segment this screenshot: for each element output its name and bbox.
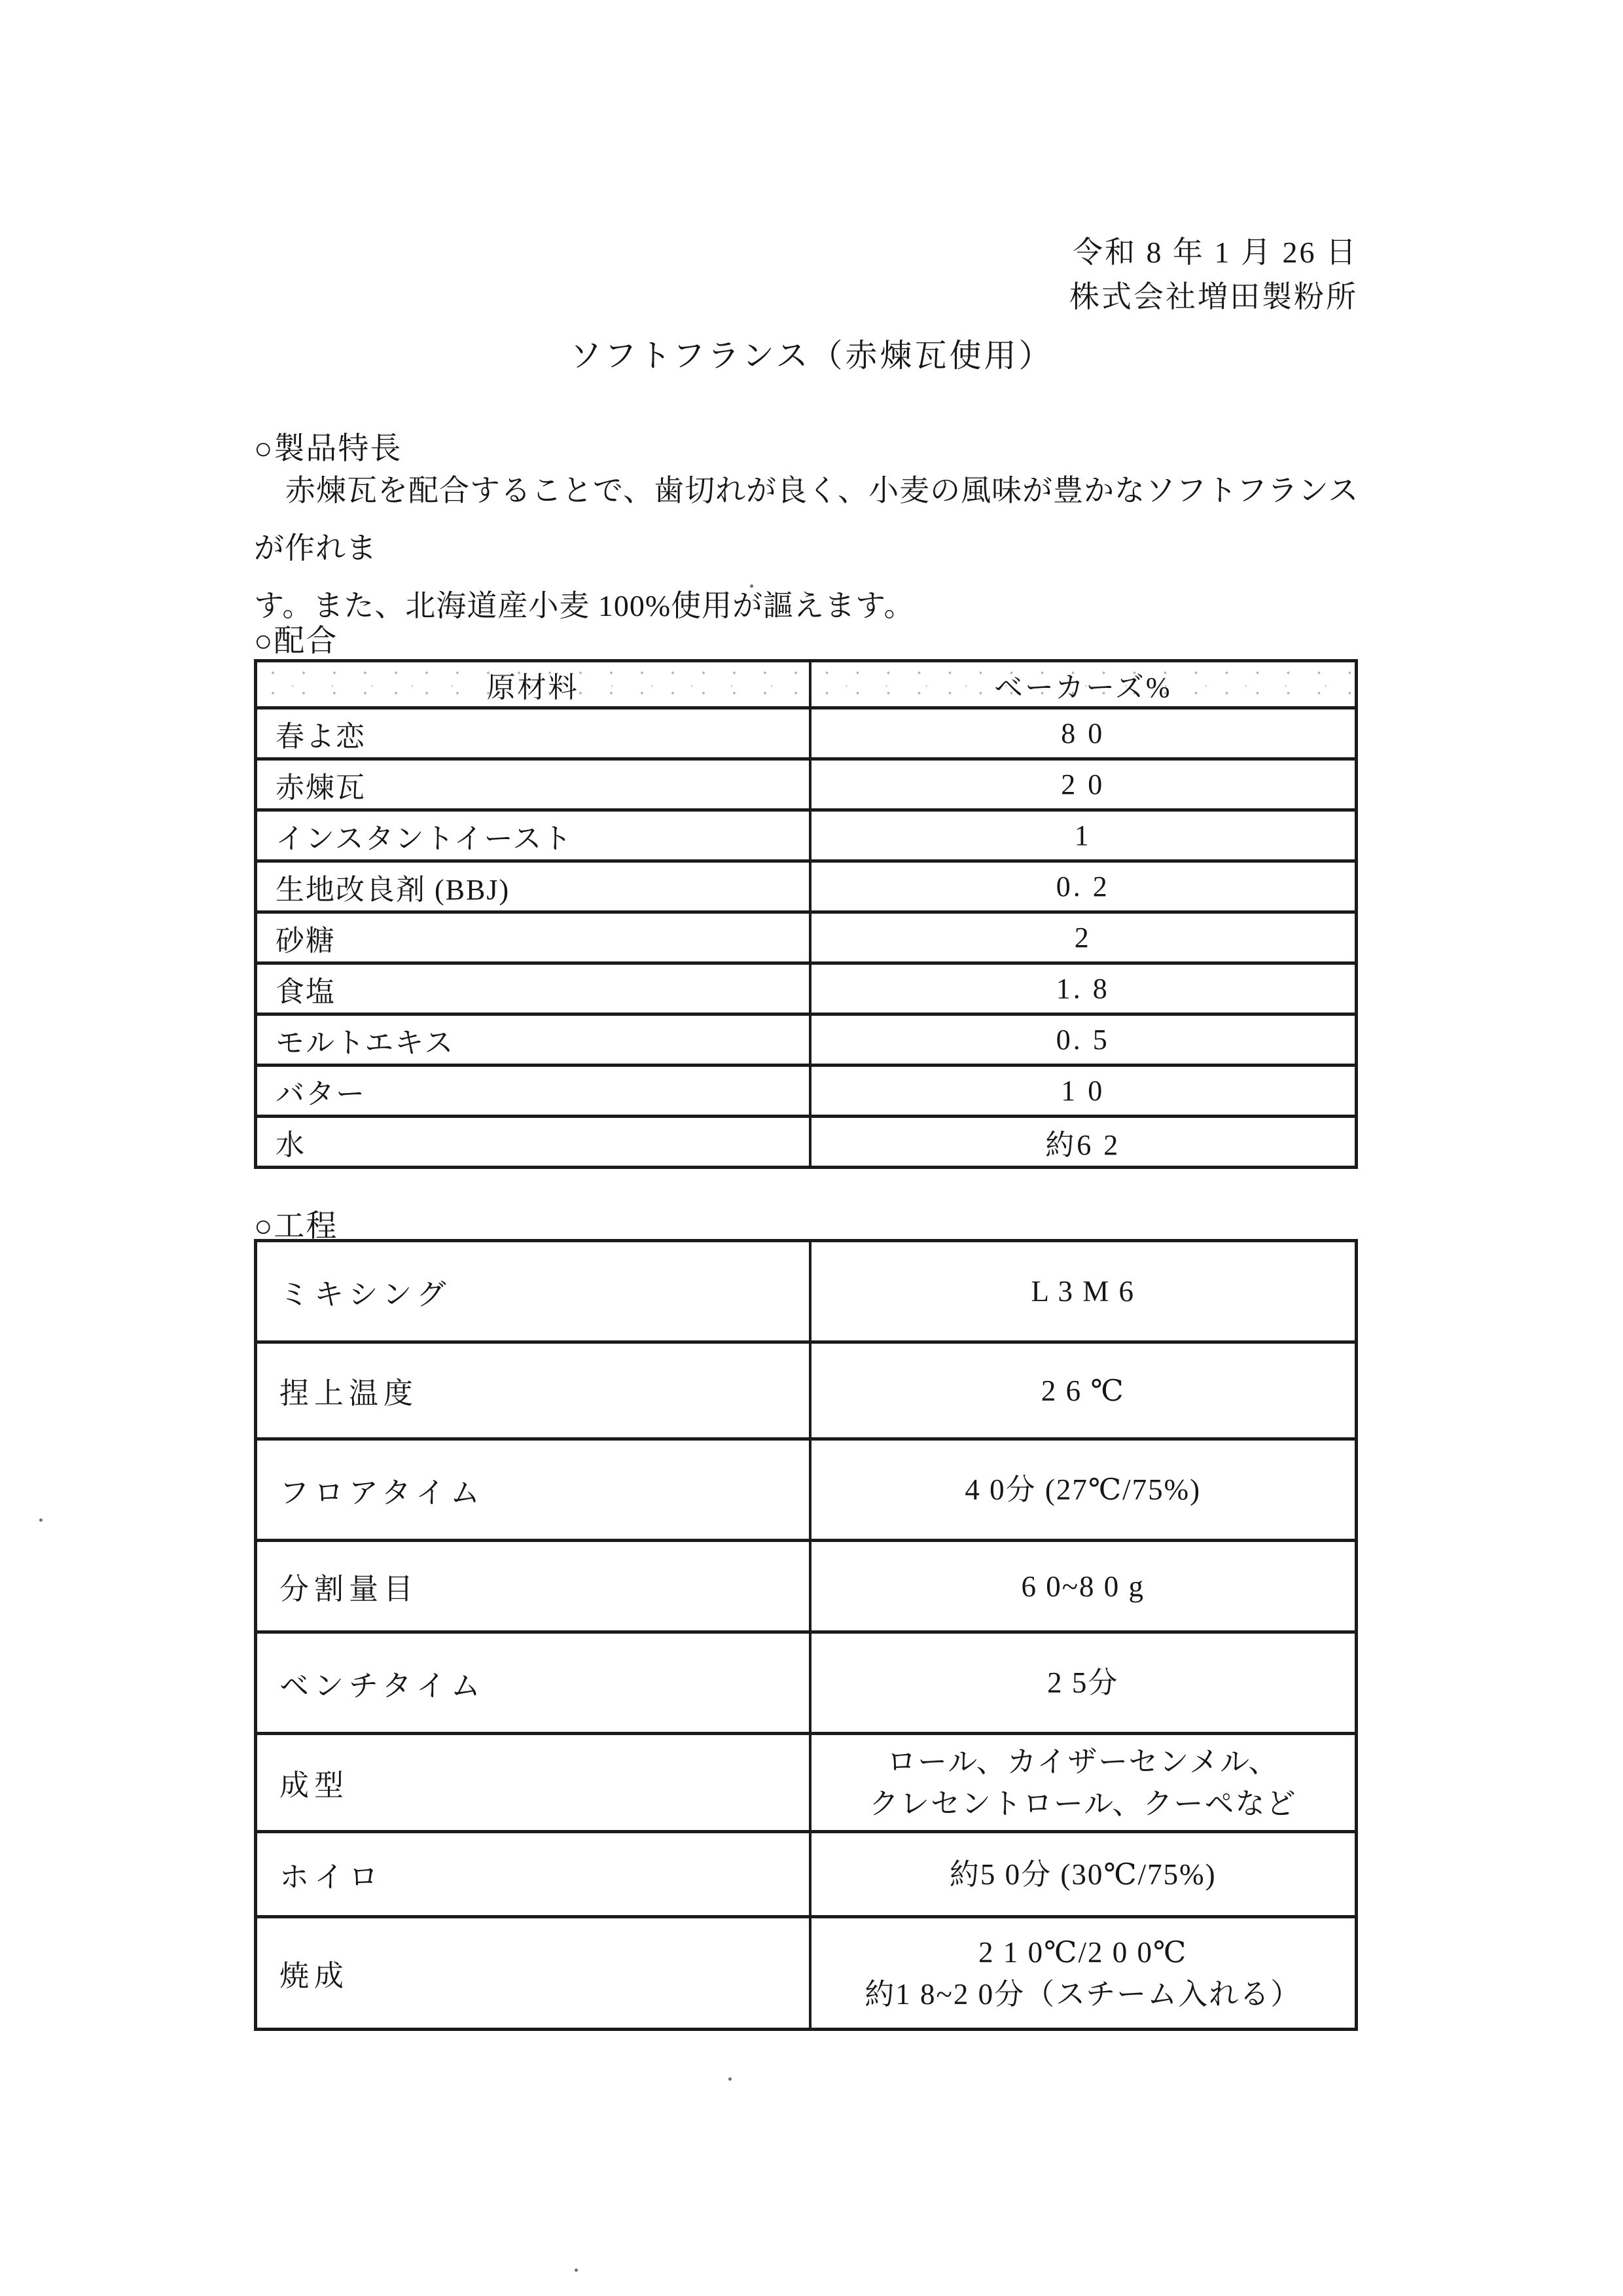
percent-cell: 2 xyxy=(810,912,1357,963)
value-cell xyxy=(810,1832,1357,1917)
features-heading: ○製品特長 xyxy=(254,432,402,466)
percent-cell: 2 0 xyxy=(810,759,1357,810)
step-cell: ベンチタイム xyxy=(256,1632,810,1734)
formula-row xyxy=(256,1117,1357,1168)
ingredient-cell: バター xyxy=(256,1066,810,1117)
formula-row xyxy=(256,810,1357,861)
formula-heading: ○配合 xyxy=(254,624,338,658)
value-line: 2 1 0℃/2 0 0℃ xyxy=(978,1935,1188,1969)
scan-speckle xyxy=(39,1518,43,1522)
process-row xyxy=(256,1241,1357,1342)
value-line: 2 5分 xyxy=(1047,1666,1119,1699)
percent-cell: 1 0 xyxy=(810,1066,1357,1117)
ingredient-cell: インスタントイースト xyxy=(256,810,810,861)
step-cell: ミキシング xyxy=(256,1241,810,1342)
percent-cell: 0. 2 xyxy=(810,861,1357,912)
formula-row xyxy=(256,912,1357,963)
value-cell xyxy=(810,1734,1357,1832)
value-cell xyxy=(810,1342,1357,1439)
column-header-bakers-percent: ベーカーズ% xyxy=(810,661,1357,708)
value-cell xyxy=(810,1541,1357,1632)
document-title: ソフトフランス（赤煉瓦使用） xyxy=(569,338,1054,374)
ingredient-cell: 赤煉瓦 xyxy=(256,759,810,810)
formula-row xyxy=(256,759,1357,810)
formula-row xyxy=(256,708,1357,759)
value-line: 4 0分 (27℃/75%) xyxy=(965,1473,1202,1506)
value-line: 約1 8~2 0分（スチーム入れる） xyxy=(865,1977,1302,2011)
value-line: クレセントロール、クーペなど xyxy=(868,1787,1297,1820)
value-line: 約5 0分 (30℃/75%) xyxy=(949,1857,1217,1891)
ingredient-cell: 生地改良剤 (BBJ) xyxy=(256,861,810,912)
value-line: 2 6 ℃ xyxy=(1041,1374,1125,1407)
features-line-2: す。また、北海道産小麦 100%使用が謳えます。 xyxy=(254,589,915,622)
scan-speckle xyxy=(575,2269,578,2272)
formula-row xyxy=(256,1066,1357,1117)
process-row xyxy=(256,1541,1357,1632)
percent-cell: 約6 2 xyxy=(810,1117,1357,1168)
formula-header-row xyxy=(256,661,1357,708)
value-line: ロール、カイザーセンメル、 xyxy=(887,1745,1279,1778)
process-heading: ○工程 xyxy=(254,1210,338,1244)
step-cell: 捏上温度 xyxy=(256,1342,810,1439)
features-paragraph xyxy=(254,462,1377,635)
document-header xyxy=(1069,230,1358,319)
percent-cell: 1 xyxy=(810,810,1357,861)
step-cell: 分割量目 xyxy=(256,1541,810,1632)
scan-speckle xyxy=(728,2077,732,2081)
formula-row xyxy=(256,1014,1357,1066)
process-row xyxy=(256,1917,1357,2030)
value-cell xyxy=(810,1241,1357,1342)
percent-cell: 1. 8 xyxy=(810,963,1357,1014)
process-row xyxy=(256,1439,1357,1541)
ingredient-cell: 食塩 xyxy=(256,963,810,1014)
value-line: L 3 M 6 xyxy=(1031,1275,1135,1308)
step-cell: フロアタイム xyxy=(256,1439,810,1541)
formula-row xyxy=(256,861,1357,912)
formula-table xyxy=(254,659,1358,1169)
value-cell xyxy=(810,1632,1357,1734)
ingredient-cell: 水 xyxy=(256,1117,810,1168)
step-cell: 焼成 xyxy=(256,1917,810,2030)
ingredient-cell: 春よ恋 xyxy=(256,708,810,759)
formula-row xyxy=(256,963,1357,1014)
percent-cell: 0. 5 xyxy=(810,1014,1357,1066)
value-cell xyxy=(810,1917,1357,2030)
company-text: 株式会社増田製粉所 xyxy=(1069,280,1358,314)
ingredient-cell: 砂糖 xyxy=(256,912,810,963)
column-header-ingredient: 原材料 xyxy=(256,661,810,708)
ingredient-cell: モルトエキス xyxy=(256,1014,810,1066)
scan-speckle xyxy=(750,584,753,588)
step-cell: 成型 xyxy=(256,1734,810,1832)
date-text: 令和 8 年 1 月 26 日 xyxy=(1073,236,1358,269)
process-row xyxy=(256,1342,1357,1439)
value-line: 6 0~8 0 g xyxy=(1021,1570,1145,1603)
process-row xyxy=(256,1632,1357,1734)
step-cell: ホイロ xyxy=(256,1832,810,1917)
percent-cell: 8 0 xyxy=(810,708,1357,759)
process-row xyxy=(256,1734,1357,1832)
value-cell xyxy=(810,1439,1357,1541)
features-line-1: 赤煉瓦を配合することで、歯切れが良く、小麦の風味が豊かなソフトフランスが作れま xyxy=(254,474,1359,565)
process-row xyxy=(256,1832,1357,1917)
process-table xyxy=(254,1239,1358,2031)
